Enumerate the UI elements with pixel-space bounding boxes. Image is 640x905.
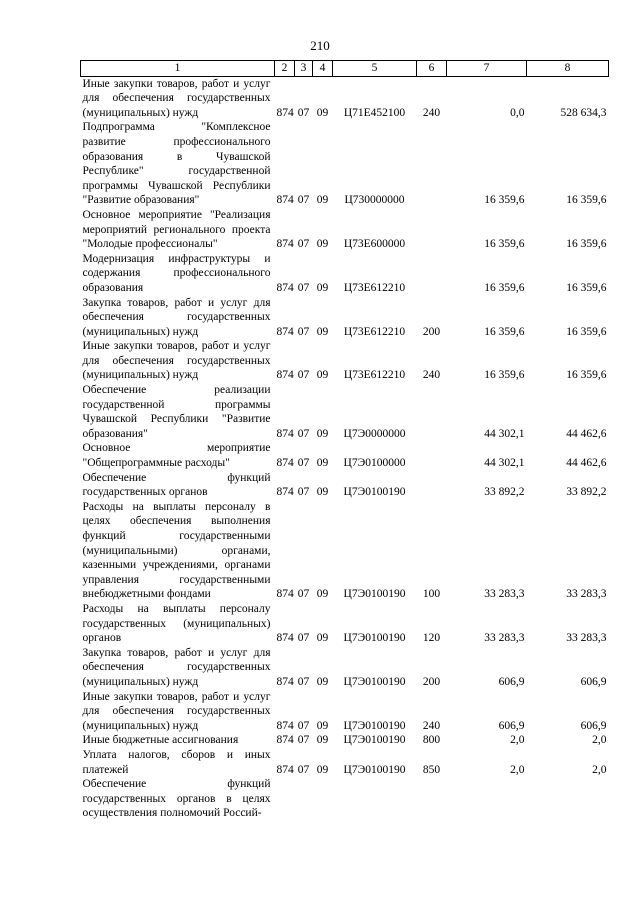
expense-type: 850 [422, 763, 441, 776]
row-name: Основное мероприятие "Общепрограммные расходы" [82, 442, 271, 470]
target-article [333, 777, 417, 821]
row-name: Уплата налогов, сборов и иных платежей [82, 748, 271, 776]
target-article: Ц730000000 [344, 194, 405, 207]
subsection-code: 09 [316, 457, 329, 470]
column-header: 5 [333, 61, 417, 77]
section-code: 07 [297, 632, 310, 645]
row-name: Иные закупки товаров, работ и услуг для обеспечения государственных (муниципальных) нужд [82, 77, 271, 119]
row-name: Иные закупки товаров, работ и услуг для обеспечения государственных (муниципальных) нужд [82, 340, 271, 382]
amount-2021: 16 359,6 [566, 281, 607, 294]
amount-2021: 16 359,6 [566, 194, 607, 207]
column-header: 1 [81, 61, 275, 77]
row-name: Иные закупки товаров, работ и услуг для обеспечения государственных (муниципальных) нужд [82, 690, 271, 732]
row-name: Закупка товаров, работ и услуг для обеспечения государственных (муниципальных) нужд [82, 296, 271, 338]
target-article: Ц7Э0100000 [343, 457, 406, 470]
target-article: Ц73Е612210 [343, 325, 406, 338]
table-row [81, 76, 609, 120]
table-row [81, 252, 609, 296]
section-code: 07 [297, 106, 310, 119]
subsection-code: 09 [316, 427, 329, 440]
expense-type [417, 441, 447, 470]
subsection-code: 09 [316, 675, 329, 688]
column-header: 8 [527, 61, 609, 77]
section-code: 07 [297, 763, 310, 776]
expense-type: 100 [422, 588, 441, 601]
section-code: 07 [297, 719, 310, 732]
row-name: Закупка товаров, работ и услуг для обеспечения государственных (муниципальных) нужд [82, 646, 271, 688]
ministry-code: 874 [276, 588, 294, 601]
target-article: Ц71Е452100 [343, 106, 406, 119]
target-article: Ц73Е612210 [343, 281, 406, 294]
column-header: 3 [295, 61, 313, 77]
ministry-code: 874 [276, 281, 294, 294]
table-row [81, 296, 609, 340]
subsection-code: 09 [316, 106, 329, 119]
target-article: Ц7Э0000000 [343, 427, 406, 440]
subsection-code: 09 [316, 281, 329, 294]
section-code: 07 [297, 369, 310, 382]
page-number: 210 [310, 38, 330, 53]
expense-type: 240 [422, 719, 441, 732]
amount-2021: 33 892,2 [566, 486, 607, 499]
row-name: Основное мероприятие "Реализация мероприятий регионального проекта "Молодые профессионалы" [82, 208, 271, 251]
section-code: 07 [297, 238, 310, 251]
column-header: 2 [275, 61, 295, 77]
column-header: 4 [313, 61, 333, 77]
section-code: 07 [297, 734, 310, 747]
amount-2020: 2,0 [510, 763, 525, 776]
expense-type [417, 471, 447, 500]
section-code: 07 [297, 486, 310, 499]
subsection-code: 09 [316, 632, 329, 645]
target-article: Ц73Е600000 [343, 238, 406, 251]
amount-2020: 2,0 [510, 734, 525, 747]
amount-2020: 16 359,6 [484, 238, 525, 251]
amount-2020: 606,9 [498, 719, 525, 732]
subsection-code: 09 [316, 194, 329, 207]
ministry-code: 874 [276, 369, 294, 382]
ministry-code [275, 777, 295, 821]
amount-2020: 0,0 [510, 106, 525, 119]
section-code: 07 [297, 427, 310, 440]
expense-type: 200 [422, 325, 441, 338]
subsection-code: 09 [316, 325, 329, 338]
subsection-code: 09 [316, 369, 329, 382]
table-row [81, 748, 609, 777]
ministry-code: 874 [276, 632, 294, 645]
row-name: Расходы на выплаты персоналу государственных (муниципальных) органов [82, 602, 271, 645]
expense-type: 240 [422, 369, 441, 382]
section-code [295, 777, 313, 821]
ministry-code: 874 [276, 238, 294, 251]
amount-2020: 33 283,3 [484, 632, 525, 645]
expense-type [417, 383, 447, 441]
row-name: Обеспечение функций государственных органов [82, 471, 271, 499]
ministry-code: 874 [276, 325, 294, 338]
expense-type [417, 777, 447, 821]
subsection-code: 09 [316, 719, 329, 732]
expense-type [417, 208, 447, 252]
ministry-code: 874 [276, 427, 294, 440]
column-header: 7 [447, 61, 527, 77]
header-row [81, 61, 609, 77]
amount-2021 [527, 777, 609, 821]
table-row [81, 602, 609, 646]
ministry-code: 874 [276, 719, 294, 732]
column-header: 6 [417, 61, 447, 77]
amount-2020: 16 359,6 [484, 325, 525, 338]
table-row [81, 471, 609, 500]
amount-2020: 33 283,3 [484, 588, 525, 601]
amount-2020: 16 359,6 [484, 194, 525, 207]
table-row [81, 120, 609, 208]
target-article: Ц7Э0100190 [343, 734, 406, 747]
amount-2021: 606,9 [580, 719, 607, 732]
amount-2021: 16 359,6 [566, 369, 607, 382]
ministry-code: 874 [276, 486, 294, 499]
ministry-code: 874 [276, 763, 294, 776]
amount-2021: 2,0 [592, 763, 607, 776]
table-row [81, 383, 609, 441]
section-code: 07 [297, 194, 310, 207]
target-article: Ц7Э0100190 [343, 763, 406, 776]
amount-2020 [447, 777, 527, 821]
expense-type: 800 [422, 734, 441, 747]
amount-2021: 606,9 [580, 675, 607, 688]
subsection-code [313, 777, 333, 821]
section-code: 07 [297, 457, 310, 470]
amount-2021: 2,0 [592, 734, 607, 747]
subsection-code: 09 [316, 763, 329, 776]
ministry-code: 874 [276, 457, 294, 470]
ministry-code: 874 [276, 194, 294, 207]
subsection-code: 09 [316, 238, 329, 251]
expense-type: 120 [422, 632, 441, 645]
amount-2020: 16 359,6 [484, 281, 525, 294]
amount-2020: 44 302,1 [484, 427, 525, 440]
table-row [81, 441, 609, 470]
table-row [81, 690, 609, 734]
row-name: Расходы на выплаты персоналу в целях обеспечения выполнения функций государственными (муниципальными) органами, казенными учреждениями, органами управления государственными внебюджетными фондами [82, 500, 271, 601]
row-name: Подпрограмма "Комплексное развитие профессионального образования в Чувашской Республике" государственной программы Чувашской Республики "Развитие образования" [82, 121, 271, 207]
expense-type: 200 [422, 675, 441, 688]
row-name: Модернизация инфраструктуры и содержания профессионального образования [82, 252, 271, 294]
amount-2021: 44 462,6 [566, 457, 607, 470]
amount-2020: 606,9 [498, 675, 525, 688]
target-article: Ц7Э0100190 [343, 588, 406, 601]
target-article: Ц7Э0100190 [343, 632, 406, 645]
section-code: 07 [297, 675, 310, 688]
amount-2020: 16 359,6 [484, 369, 525, 382]
table-row [81, 646, 609, 690]
amount-2021: 16 359,6 [566, 325, 607, 338]
section-code: 07 [297, 281, 310, 294]
table-row [81, 733, 609, 748]
expense-type [417, 252, 447, 296]
ministry-code: 874 [276, 675, 294, 688]
amount-2021: 44 462,6 [566, 427, 607, 440]
table-row [81, 777, 609, 821]
table-row [81, 208, 609, 252]
target-article: Ц7Э0100190 [343, 719, 406, 732]
expense-type [417, 120, 447, 208]
amount-2020: 44 302,1 [484, 457, 525, 470]
table-row [81, 339, 609, 383]
row-name: Обеспечение реализации государственной программы Чувашской Республики "Развитие образования" [82, 384, 271, 440]
subsection-code: 09 [316, 734, 329, 747]
amount-2021: 33 283,3 [566, 588, 607, 601]
ministry-code: 874 [276, 106, 294, 119]
budget-table [80, 60, 609, 821]
row-name: Иные бюджетные ассигнования [82, 734, 239, 747]
table-row [81, 500, 609, 602]
section-code: 07 [297, 588, 310, 601]
amount-2021: 33 283,3 [566, 632, 607, 645]
row-name: Обеспечение функций государственных органов в целях осуществления полномочий Россий- [82, 778, 271, 820]
amount-2020: 33 892,2 [484, 486, 525, 499]
amount-2021: 16 359,6 [566, 238, 607, 251]
ministry-code: 874 [276, 734, 294, 747]
target-article: Ц73Е612210 [343, 369, 406, 382]
amount-2021: 528 634,3 [560, 106, 607, 119]
subsection-code: 09 [316, 588, 329, 601]
subsection-code: 09 [316, 486, 329, 499]
section-code: 07 [297, 325, 310, 338]
expense-type: 240 [422, 106, 441, 119]
target-article: Ц7Э0100190 [343, 675, 406, 688]
target-article: Ц7Э0100190 [343, 486, 406, 499]
